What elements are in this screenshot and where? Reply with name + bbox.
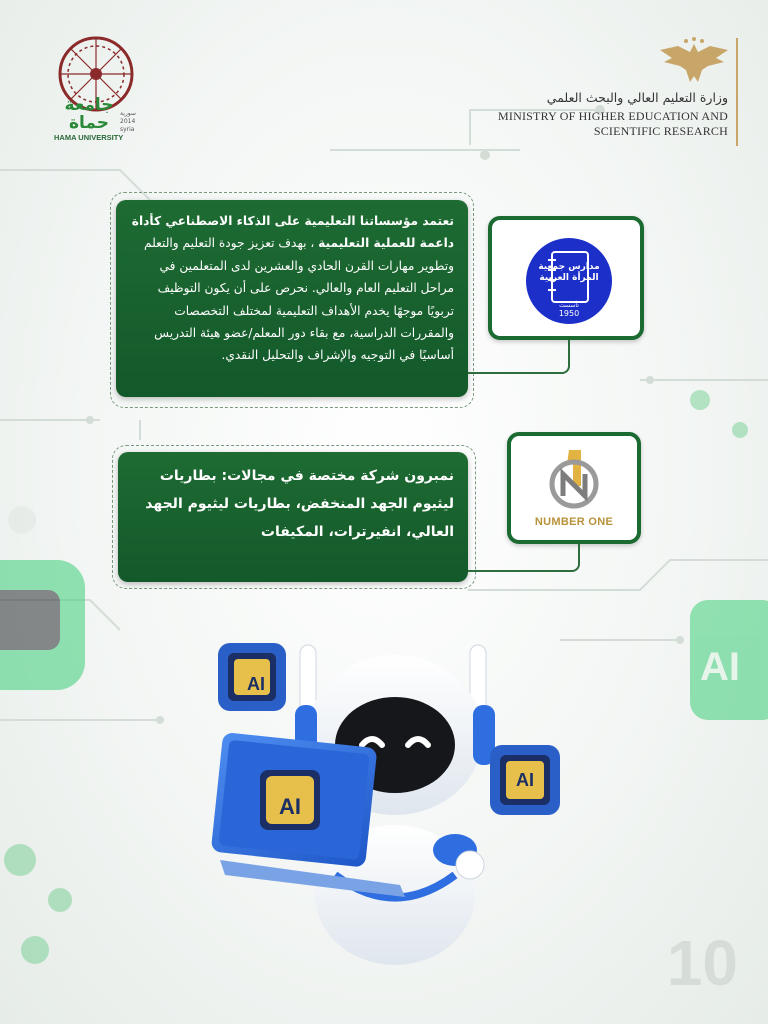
ministry-arabic-name: وزارة التعليم العالي والبحث العلمي <box>546 90 728 105</box>
university-country-ar: سورية <box>120 110 136 117</box>
ministry-english-line1: MINISTRY OF HIGHER EDUCATION AND <box>498 109 728 123</box>
arab-women-association-logo <box>526 238 612 324</box>
hama-university-logo <box>50 34 142 144</box>
card-women-association <box>116 200 468 397</box>
number-one-emblem-icon <box>547 446 601 512</box>
connector-1 <box>468 340 570 374</box>
ai-chip-label-top: AI <box>247 674 265 694</box>
eagle-emblem-icon <box>658 36 730 88</box>
page-number: 10 <box>666 927 738 999</box>
card-1-body-text: ، بهدف تعزيز جودة التعليم والتعلم وتطوير مهارات القرن الحادي والعشرين لدى المتعلمين في مراحل التعليم العام والعالي. نحرص على أن يكون التوظيف تربويًا موجهًا يخدم الأهداف التعليمية لمختلف التخصصات والمقررات الدراسية، مع بقاء دور المعلم/عضو هيئة التدريس أساسيًا في التوجيه والإشراف والتحليل النقدي. <box>144 236 454 363</box>
arab-women-association-logo-box <box>488 216 644 340</box>
ministry-english-line2: SCIENTIFIC RESEARCH <box>593 124 728 138</box>
ai-chip-label-laptop: AI <box>279 794 301 819</box>
school-founded-label: تأسست <box>559 302 579 309</box>
card-2-text: نمبرون شركة مختصة في مجالات: بطاريات ليثيوم الجهد المنخفض، بطاريات ليثيوم الجهد العالي، انفيرترات، المكيفات <box>145 468 454 540</box>
number-one-logo-box <box>507 432 641 544</box>
school-founded <box>526 302 612 318</box>
svg-text:AI: AI <box>700 645 740 689</box>
ministry-divider <box>736 38 738 146</box>
university-country-en: syria <box>120 126 135 133</box>
school-name: مدارس جمعية المرأة العربية <box>538 262 600 283</box>
university-english-name: HAMA UNIVERSITY <box>54 133 124 142</box>
number-one-wordmark: NUMBER ONE <box>534 516 614 528</box>
card-number-one <box>118 452 468 582</box>
school-founded-year: 1950 <box>558 309 580 318</box>
ai-chip-label-right: AI <box>516 770 534 790</box>
ministry-header <box>500 36 740 148</box>
connector-2 <box>468 544 580 572</box>
ministry-english-name <box>498 109 728 139</box>
university-arabic-name: جامعة حماة <box>64 95 114 133</box>
card-1-bold-text: تعتمد مؤسساتنا التعليمية على الذكاء الاصطناعي كأداة داعمة للعملية التعليمية <box>131 214 454 251</box>
card-1-text <box>130 210 454 367</box>
university-year: 2014 <box>120 118 136 125</box>
